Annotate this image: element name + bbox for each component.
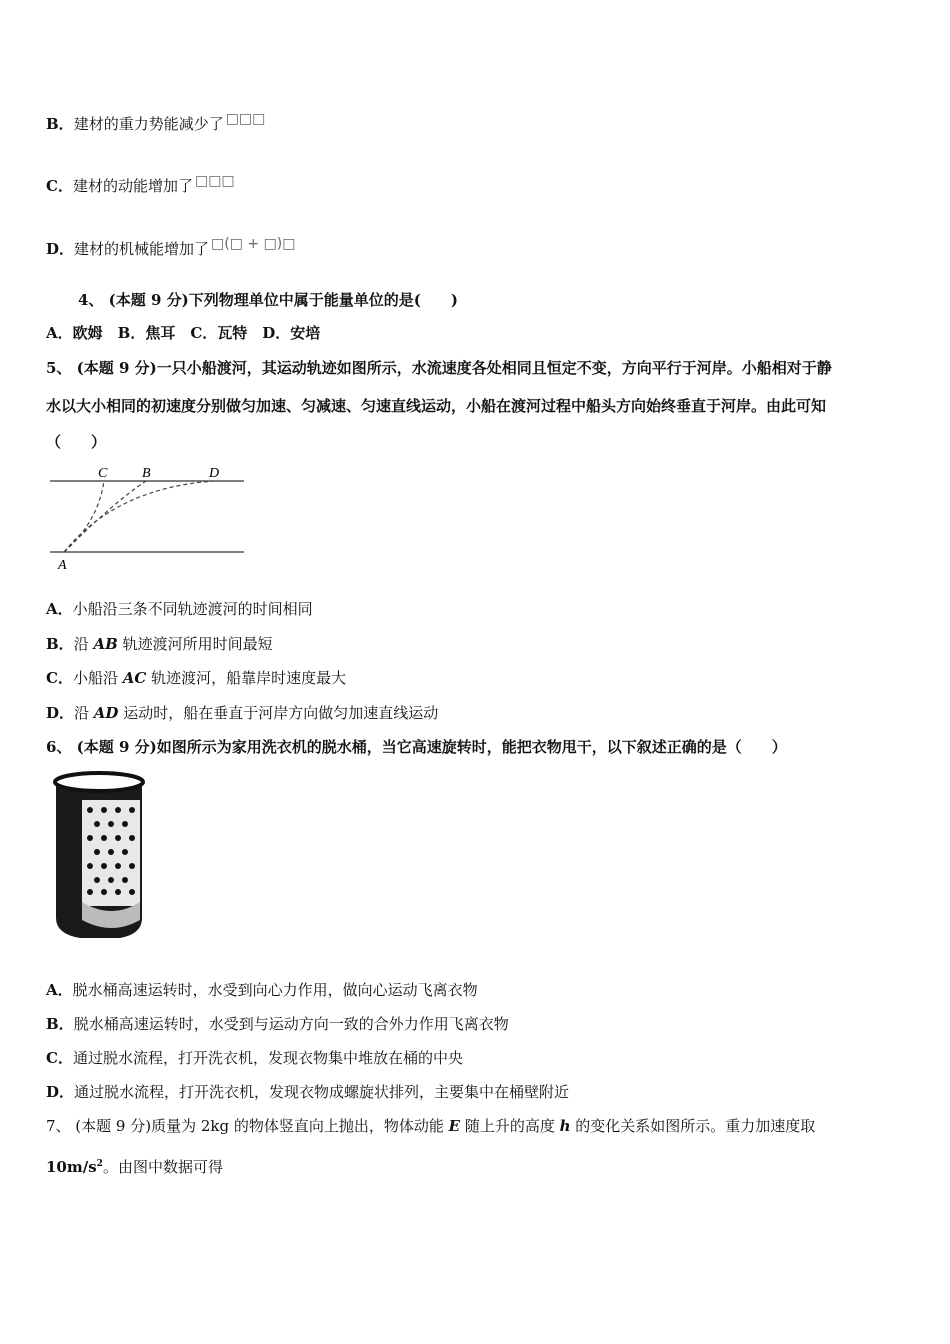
option-text: 建材的动能增加了	[72, 177, 193, 195]
q5-option-d	[46, 703, 438, 723]
trajectory-ad	[64, 481, 214, 552]
option-text: 通过脱水流程，打开洗衣机，发现衣物集中堆放在桶的中央	[72, 1049, 463, 1067]
q5-stem-line1: 5、 (本题 9 分)一只小船渡河，其运动轨迹如图所示，水流速度各处相同且恒定不变，方向平行于河岸。小船相对于静	[46, 359, 832, 377]
drum-rim	[55, 773, 143, 791]
q7-text-post: 的变化关系如图所示。重力加速度取	[570, 1117, 816, 1135]
formula-image: □□□	[225, 111, 266, 127]
option-label: D．	[46, 1083, 75, 1101]
formula-image: □(□ + □)□	[211, 236, 296, 252]
option-text-pre: 沿	[74, 704, 94, 722]
q6-option-c	[46, 1048, 463, 1068]
trajectory-ac	[64, 481, 104, 552]
q7-stem-line1	[46, 1116, 815, 1136]
q3-option-d	[46, 236, 296, 260]
option-text: 建材的机械能增加了	[74, 240, 210, 258]
label-b: B	[142, 466, 151, 481]
q7-text-line2: 。由图中数据可得	[102, 1158, 223, 1176]
option-text-pre: 小船沿	[72, 669, 123, 687]
option-text-post: 轨迹渡河，船靠岸时速度最大	[146, 669, 347, 687]
q7-text-mid: 随上升的高度	[460, 1117, 560, 1135]
q5-option-a	[46, 599, 313, 619]
q7-text-pre: 7、 (本题 9 分)质量为 2kg 的物体竖直向上抛出，物体动能	[46, 1117, 449, 1135]
option-text: 脱水桶高速运转时，水受到与运动方向一致的合外力作用飞离衣物	[73, 1015, 509, 1033]
option-label: C．	[46, 177, 73, 195]
option-text: 脱水桶高速运转时，水受到向心力作用，做向心运动飞离衣物	[72, 981, 478, 999]
option-variable: AB	[93, 635, 118, 653]
option-label: C．	[46, 669, 73, 687]
q6-option-a	[46, 980, 478, 1000]
option-label: B．	[46, 115, 74, 133]
q7-stem-line2	[46, 1154, 223, 1177]
q5-stem-line3: （ ）	[46, 433, 107, 451]
option-text-pre: 沿	[73, 635, 94, 653]
q6-stem: 6、 (本题 9 分)如图所示为家用洗衣机的脱水桶，当它高速旋转时，能把衣物甩干，以下叙述正确的是（ ）	[46, 738, 787, 756]
q7-gravity-value: 10m/s	[46, 1158, 97, 1176]
q4-options: A．欧姆 B．焦耳 C．瓦特 D．安培	[46, 324, 321, 342]
formula-image: □□□	[194, 173, 235, 189]
river-crossing-diagram	[46, 462, 250, 574]
option-variable: AD	[93, 704, 119, 722]
option-text-post: 轨迹渡河所用时间最短	[117, 635, 273, 653]
option-text: 建材的重力势能减少了	[73, 115, 224, 133]
option-label: A．	[46, 600, 73, 618]
option-label: A．	[46, 981, 73, 999]
trajectory-ab	[64, 481, 146, 552]
label-a: A	[58, 558, 67, 573]
option-label: C．	[46, 1049, 73, 1067]
option-text-post: 运动时，船在垂直于河岸方向做匀加速直线运动	[118, 704, 439, 722]
label-d: D	[209, 466, 220, 481]
option-text: 通过脱水流程，打开洗衣机，发现衣物成螺旋状排列，主要集中在桶壁附近	[74, 1083, 570, 1101]
q7-variable-e: E	[448, 1117, 461, 1135]
q3-option-b	[46, 111, 266, 135]
option-label: B．	[46, 635, 74, 653]
q5-stem-line2: 水以大小相同的初速度分别做匀加速、匀减速、匀速直线运动，小船在渡河过程中船头方向始终垂直于河岸。由此可知	[46, 397, 827, 415]
q5-option-c	[46, 668, 346, 688]
q3-option-c	[46, 173, 235, 197]
q6-option-d	[46, 1082, 569, 1102]
option-text: 小船沿三条不同轨迹渡河的时间相同	[72, 600, 313, 618]
option-label: B．	[46, 1015, 74, 1033]
q5-option-b	[46, 634, 273, 654]
option-variable: AC	[122, 669, 147, 687]
q4-stem: 4、 (本题 9 分)下列物理单位中属于能量单位的是( )	[78, 291, 458, 309]
option-label: D．	[46, 240, 75, 258]
option-label: D．	[46, 704, 75, 722]
label-c: C	[98, 466, 108, 481]
q7-variable-h: h	[559, 1117, 571, 1135]
q6-option-b	[46, 1014, 509, 1034]
spin-dryer-drum-figure	[46, 770, 152, 946]
q7-gravity-exponent: 2	[96, 1159, 103, 1169]
